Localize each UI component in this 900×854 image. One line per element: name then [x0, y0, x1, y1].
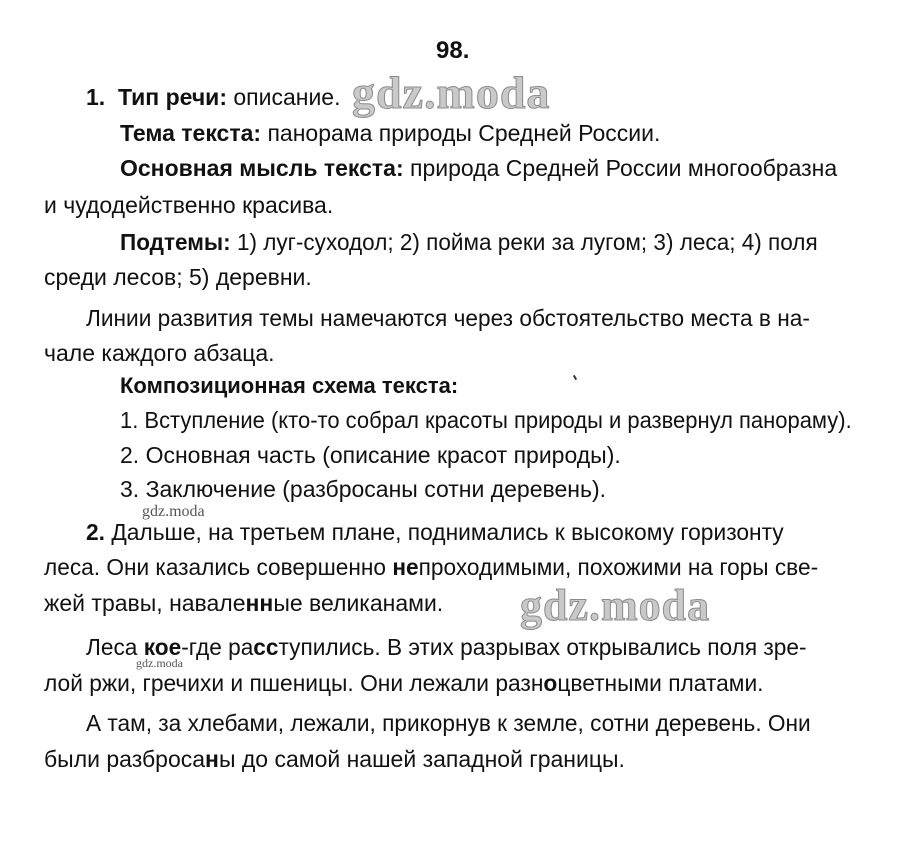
p1-text-2c: проходимыми, похожими на горы све- [418, 554, 819, 580]
speech-type-line [86, 82, 341, 112]
subtopics-line-2: среди лесов; 5) деревни. [44, 264, 312, 290]
p2-text-1e: тупились. В этих разрывах открывались поля зре- [278, 634, 807, 660]
subtopics-label: Подтемы: [120, 229, 231, 255]
p1-text-1: Дальше, на третьем плане, поднимались к высокому горизонту [104, 519, 784, 545]
main-idea-line-1 [120, 153, 837, 183]
section-1-number: 1. [86, 84, 106, 110]
p3-line-1: А там, за хлебами, лежали, прикорнув к земле, сотни деревень. Они [86, 710, 811, 736]
p1-text-2a: леса. Они казались совершенно [44, 554, 393, 580]
composition-item-1: 1. Вступление (кто-то собрал красоты природы и развернул панораму). [120, 407, 852, 433]
p1-line-1 [86, 517, 784, 547]
p1-emph-ne: не [392, 554, 419, 580]
composition-heading [120, 371, 458, 401]
p1-emph-nn: нн [245, 590, 274, 616]
p2-text-2a: лой ржи, гречихи и пшеницы. Они лежали разн [44, 670, 544, 696]
topic-label: Тема текста: [120, 120, 262, 146]
topic-line [120, 118, 660, 148]
speech-type-value: описание. [226, 84, 341, 110]
watermark-small-left: gdz.moda [142, 503, 205, 520]
composition-item-2: 2. Основная часть (описание красот природы). [120, 442, 621, 468]
p1-text-3c: ые великанами. [273, 590, 444, 616]
scan-speck [573, 375, 577, 380]
p2-emph-o: о [543, 670, 558, 696]
p2-emph-koe: кое [143, 634, 182, 660]
composition-label: Композиционная схема текста: [120, 373, 459, 398]
main-idea-line-2: и чудодейственно красива. [44, 192, 334, 218]
watermark-small-bottom: gdz.moda [136, 656, 183, 670]
speech-type-label: Тип речи: [117, 84, 227, 110]
section-2-number: 2. [86, 519, 105, 545]
p3-text-2c: ы до самой нашей западной границы. [218, 746, 625, 772]
subtopics-line-1 [120, 227, 818, 257]
main-idea-value-1: природа Средней России многообразна [403, 155, 838, 181]
main-idea-label: Основная мысль текста: [120, 155, 404, 181]
p1-line-2 [44, 552, 818, 582]
p3-text-2a: были разброса [44, 746, 206, 772]
subtopics-value-1: 1) луг-суходол; 2) пойма реки за лугом; 3) леса; 4) поля [230, 229, 818, 255]
p2-line-1 [86, 632, 807, 662]
page-number: 98. [436, 37, 470, 64]
development-line-2: чале каждого абзаца. [44, 340, 275, 366]
p2-text-2c: цветными платами. [557, 670, 764, 696]
p2-emph-ss: сс [253, 634, 279, 660]
p1-line-3 [44, 588, 443, 618]
topic-value: панорама природы Средней России. [261, 120, 661, 146]
p3-line-2 [44, 744, 625, 774]
p2-text-1a: Леса [86, 634, 144, 660]
development-line-1: Линии развития темы намечаются через обстоятельство места в на- [86, 305, 810, 331]
p2-text-1c: -где ра [181, 634, 254, 660]
p3-emph-n: н [205, 746, 219, 772]
composition-item-3: 3. Заключение (разбросаны сотни деревень). [120, 476, 606, 502]
watermark-logo-middle: gdz.moda [520, 581, 711, 630]
watermark-logo-top: gdz.moda [352, 67, 551, 118]
p2-line-2 [44, 668, 764, 698]
p1-text-3a: жей травы, навале [44, 590, 246, 616]
